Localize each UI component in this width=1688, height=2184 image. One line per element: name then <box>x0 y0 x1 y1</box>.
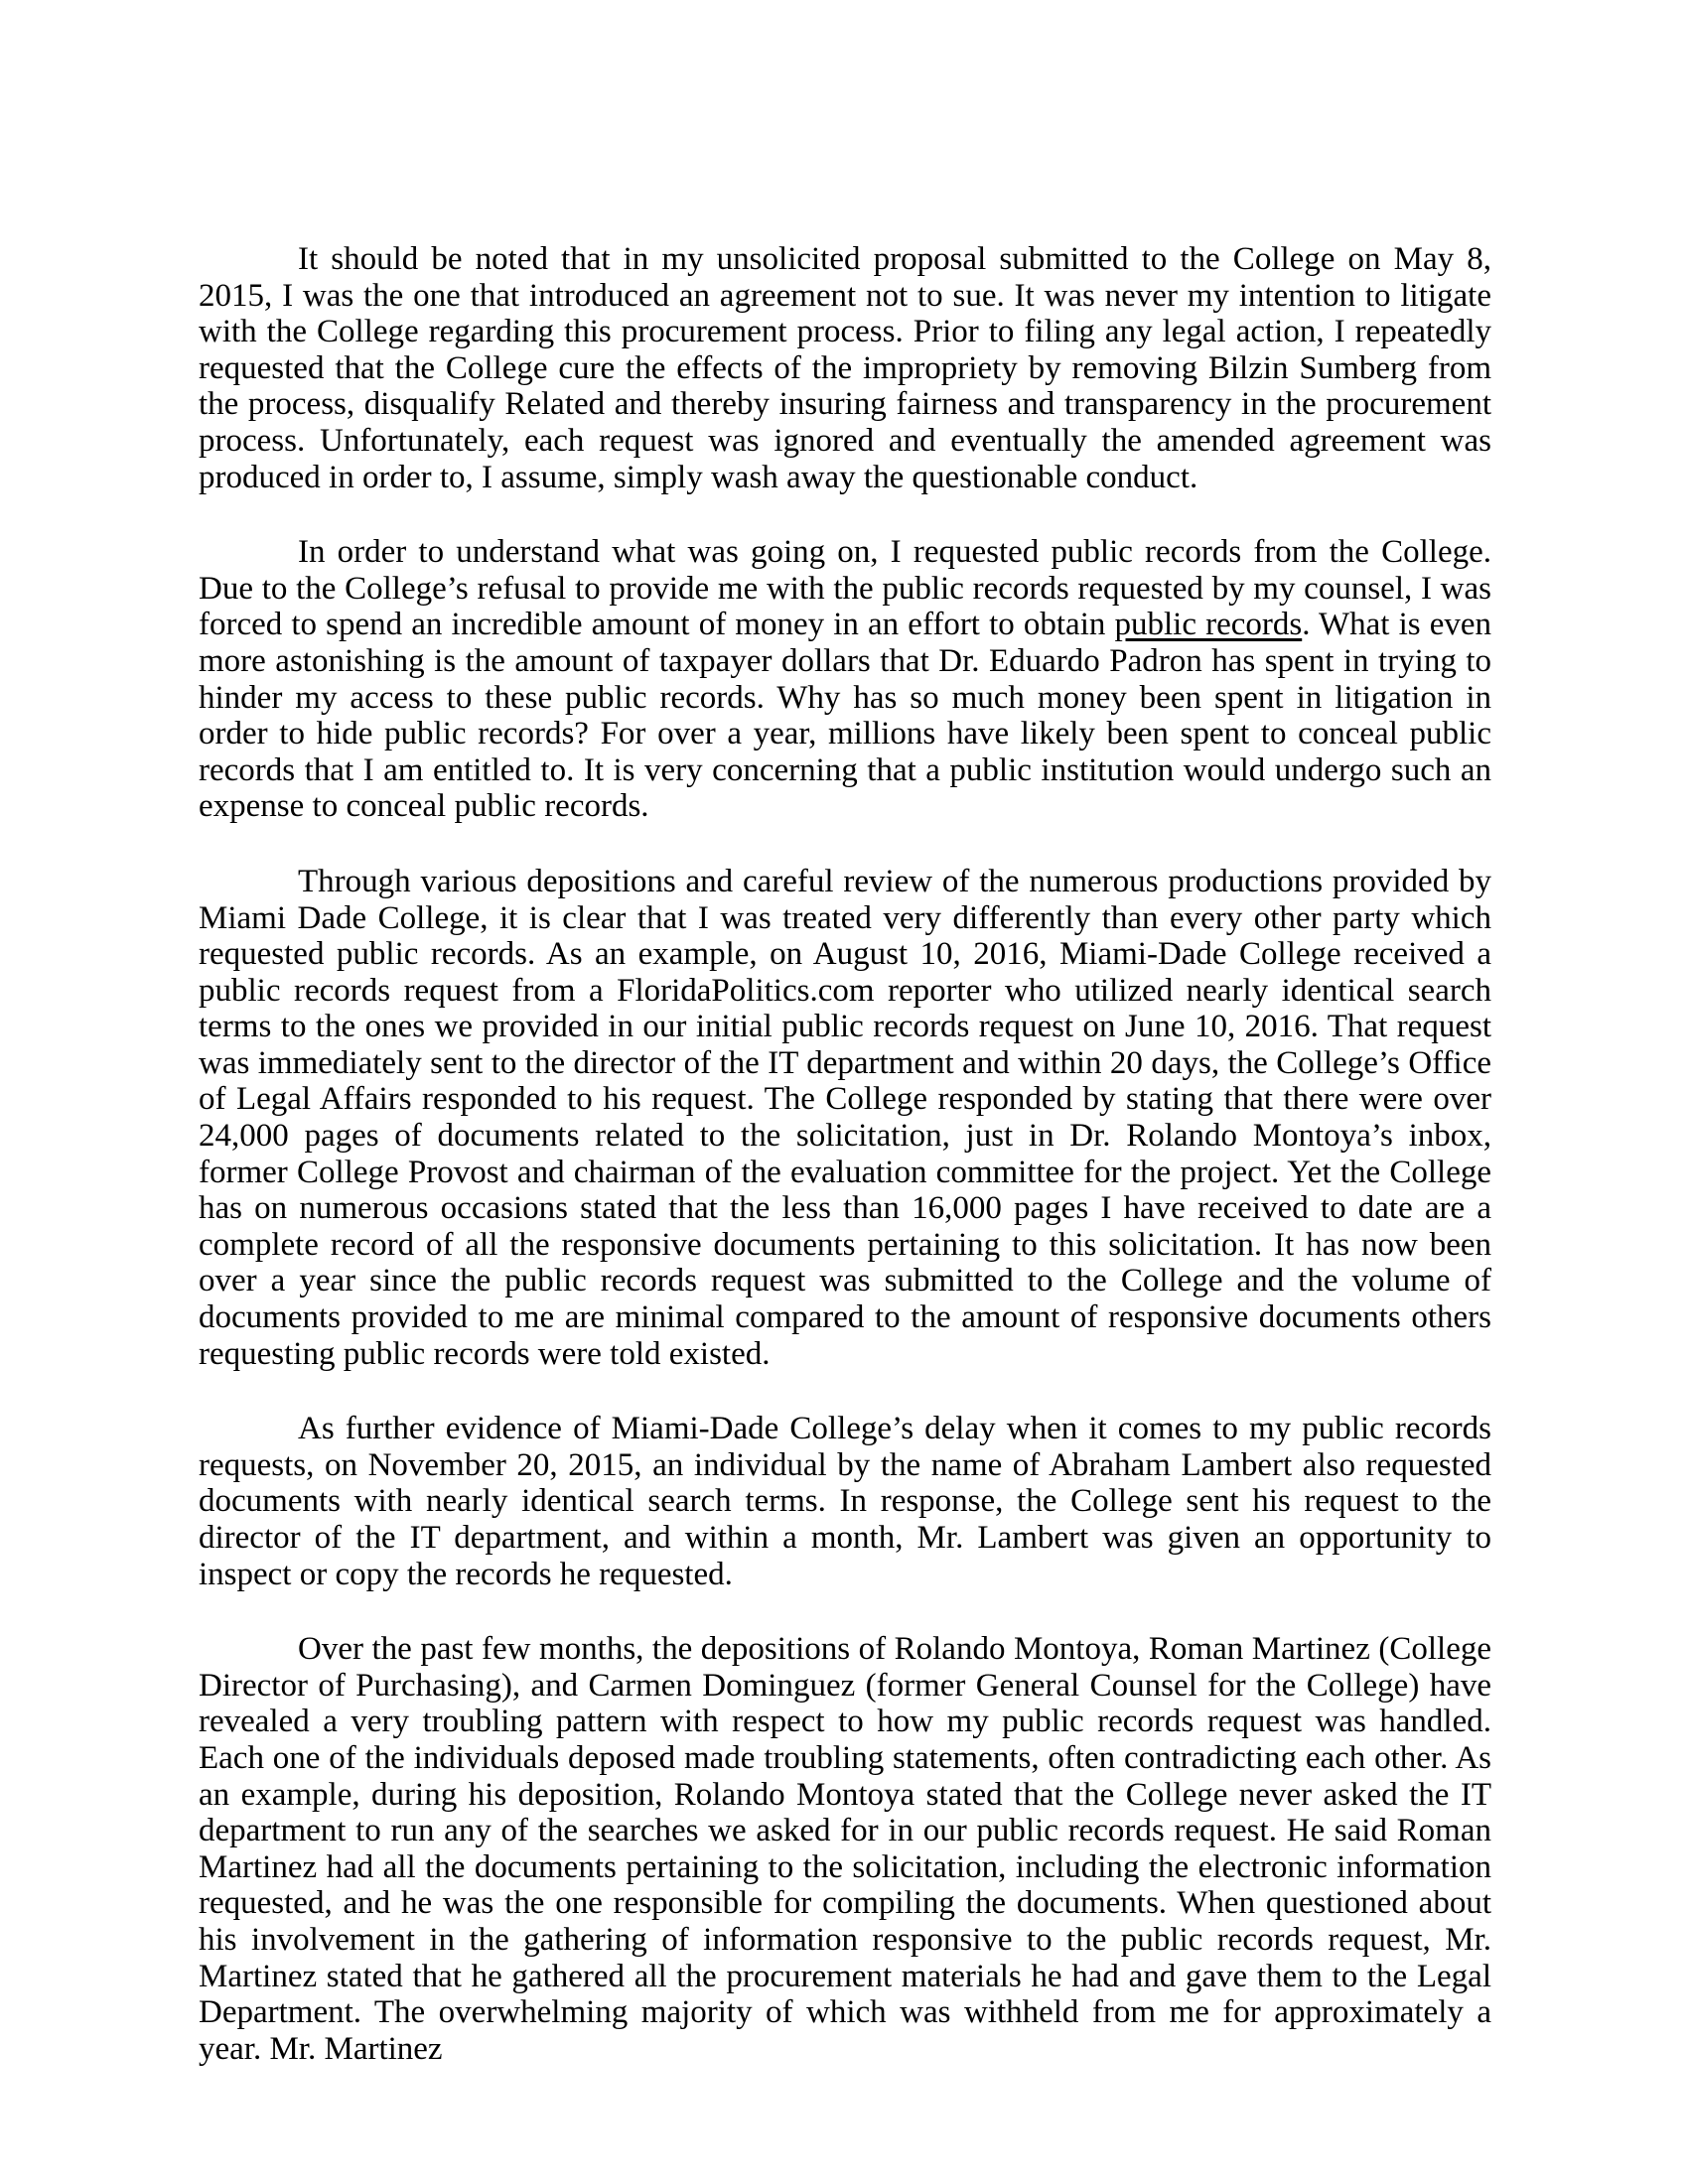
paragraph-2-text-before: In order to understand what was going on, I requested public records from the College. Due to the College’s refusal to provide me with the public records requested by my counsel, I was forced to spend an incredible amount of money in an effort to obtain <box>199 534 1491 643</box>
underlined-phrase-public-records: public records <box>1114 607 1303 643</box>
letter-body <box>199 241 1491 2067</box>
paragraph-3: Through various depositions and careful review of the numerous productions provided by Miami Dade College, it is clear that I was treated very differently than every other party which requested public records. As an example, on August 10, 2016, Miami-Dade College received a public records request from a FloridaPolitics.com reporter who utilized nearly identical search terms to the ones we provided in our initial public records request on June 10, 2016. That request was immediately sent to the director of the IT department and within 20 days, the College’s Office of Legal Affairs responded to his request. The College responded by stating that there were over 24,000 pages of documents related to the solicitation, just in Dr. Rolando Montoya’s inbox, former College Provost and chairman of the evaluation committee for the project. Yet the College has on numerous occasions stated that the less than 16,000 pages I have received to date are a complete record of all the responsive documents pertaining to this solicitation. It has now been over a year since the public records request was submitted to the College and the volume of documents provided to me are minimal compared to the amount of responsive documents others requesting public records were told existed. <box>199 863 1491 1372</box>
paragraph-5: Over the past few months, the depositions of Rolando Montoya, Roman Martinez (College Director of Purchasing), and Carmen Dominguez (former General Counsel for the College) have revealed a very troubling pattern with respect to how my public records request was handled. Each one of the individuals deposed made troubling statements, often contradicting each other. As an example, during his deposition, Rolando Montoya stated that the College never asked the IT department to run any of the searches we asked for in our public records request. He said Roman Martinez had all the documents pertaining to the solicitation, including the electronic information requested, and he was the one responsible for compiling the documents. When questioned about his involvement in the gathering of information responsive to the public records request, Mr. Martinez stated that he gathered all the procurement materials he had and gave them to the Legal Department. The overwhelming majority of which was withheld from me for approximately a year. Mr. Martinez <box>199 1631 1491 2067</box>
paragraph-4: As further evidence of Miami-Dade College’s delay when it comes to my public records requests, on November 20, 2015, an individual by the name of Abraham Lambert also requested documents with nearly identical search terms. In response, the College sent his request to the director of the IT department, and within a month, Mr. Lambert was given an opportunity to inspect or copy the records he requested. <box>199 1411 1491 1592</box>
paragraph-2 <box>199 534 1491 825</box>
paragraph-2-text-after: . What is even more astonishing is the amount of taxpayer dollars that Dr. Eduardo Padron has spent in trying to hinder my access to these public records. Why has so much money been spent in litigation in order to hide public records? For over a year, millions have likely been spent to conceal public records that I am entitled to. It is very concerning that a public institution would undergo such an expense to conceal public records. <box>199 607 1491 825</box>
paragraph-1: It should be noted that in my unsolicited proposal submitted to the College on May 8, 2015, I was the one that introduced an agreement not to sue. It was never my intention to litigate with the College regarding this procurement process. Prior to filing any legal action, I repeatedly requested that the College cure the effects of the impropriety by removing Bilzin Sumberg from the process, disqualify Related and thereby insuring fairness and transparency in the procurement process. Unfortunately, each request was ignored and eventually the amended agreement was produced in order to, I assume, simply wash away the questionable conduct. <box>199 241 1491 495</box>
